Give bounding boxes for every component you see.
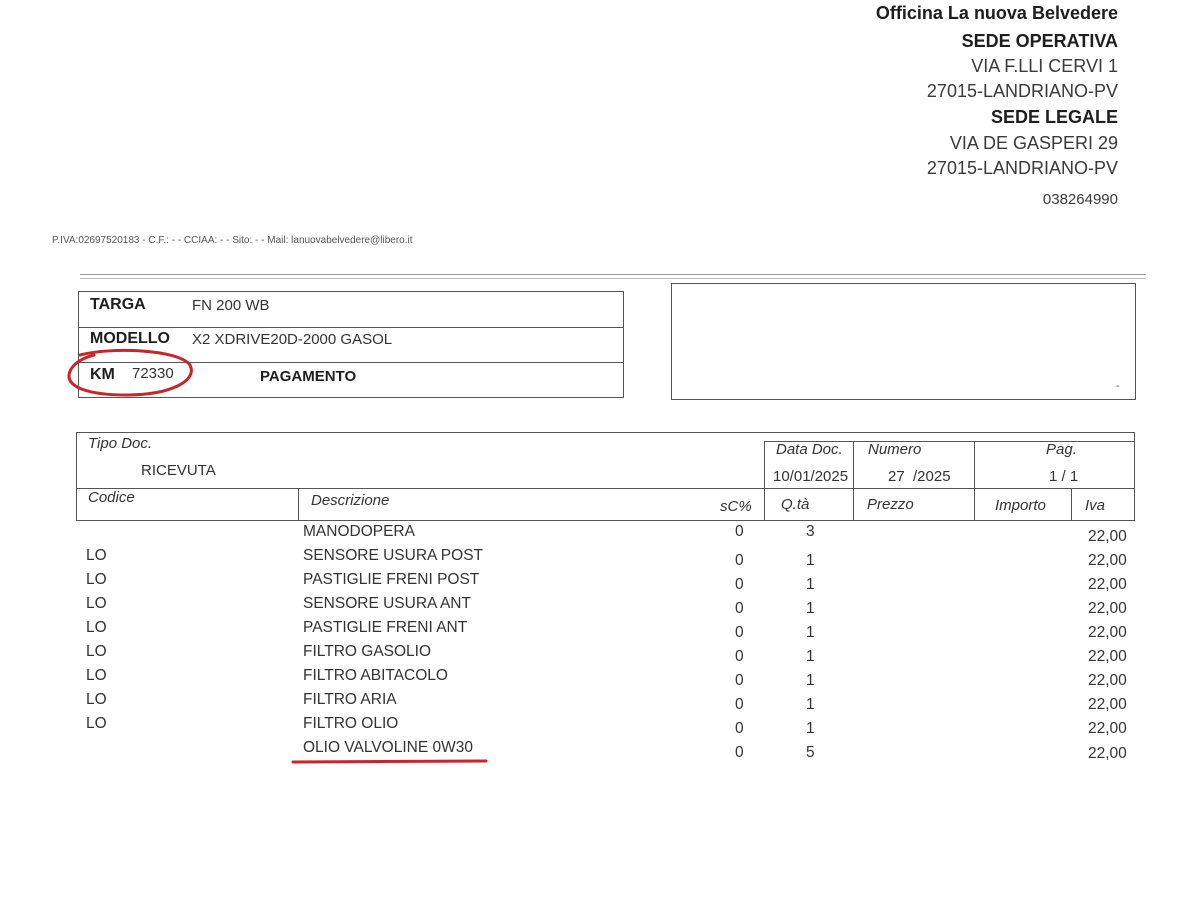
col-header-prezzo: Prezzo <box>867 496 914 513</box>
item-sc: 0 <box>735 672 744 689</box>
item-iva: 22,00 <box>1088 576 1127 593</box>
item-iva: 22,00 <box>1088 552 1127 569</box>
oil-underline-mark <box>288 756 494 768</box>
item-row <box>0 691 1200 715</box>
item-descrizione: FILTRO OLIO <box>303 715 399 732</box>
pag-value: 1 / 1 <box>1049 468 1079 485</box>
col-header-qta: Q.tà <box>781 496 810 513</box>
doc-header-divider <box>76 488 1135 489</box>
sede-operativa-label: SEDE OPERATIVA <box>961 31 1118 51</box>
item-row <box>0 715 1200 739</box>
item-descrizione: PASTIGLIE FRENI POST <box>303 571 480 588</box>
modello-value: X2 XDRIVE20D-2000 GASOL <box>192 331 393 348</box>
doc-col-divider-numero <box>853 441 854 521</box>
item-qta: 1 <box>806 648 815 665</box>
item-descrizione: FILTRO GASOLIO <box>303 643 432 660</box>
company-phone: 038264990 <box>1042 191 1118 208</box>
item-codice: LO <box>86 667 107 684</box>
sede-operativa-address-line2: 27015-LANDRIANO-PV <box>926 81 1118 101</box>
modello-label: MODELLO <box>90 330 170 347</box>
doc-col-divider-pag <box>974 441 975 521</box>
item-codice: LO <box>86 547 107 564</box>
item-sc: 0 <box>735 696 744 713</box>
targa-value: FN 200 WB <box>192 297 270 314</box>
item-sc: 0 <box>735 576 744 593</box>
item-qta: 1 <box>806 720 815 737</box>
item-iva: 22,00 <box>1088 720 1127 737</box>
item-iva: 22,00 <box>1088 745 1127 762</box>
item-row <box>0 547 1200 571</box>
pagamento-label: PAGAMENTO <box>260 368 357 385</box>
item-row <box>0 643 1200 667</box>
col-header-importo: Importo <box>995 497 1046 514</box>
item-codice: LO <box>86 571 107 588</box>
item-codice: LO <box>86 595 107 612</box>
col-header-codice: Codice <box>88 489 135 506</box>
targa-label: TARGA <box>90 296 146 313</box>
km-label: KM <box>90 366 115 383</box>
km-value: 72330 <box>132 365 174 382</box>
item-descrizione: FILTRO ARIA <box>303 691 397 708</box>
sede-legale-label: SEDE LEGALE <box>990 107 1118 127</box>
item-qta: 3 <box>806 523 815 540</box>
item-qta: 1 <box>806 552 815 569</box>
item-qta: 1 <box>806 624 815 641</box>
item-sc: 0 <box>735 552 744 569</box>
item-iva: 22,00 <box>1088 624 1127 641</box>
item-iva: 22,00 <box>1088 528 1127 545</box>
item-codice: LO <box>86 619 107 636</box>
item-iva: 22,00 <box>1088 648 1127 665</box>
customer-address-box <box>671 283 1136 400</box>
header-separator <box>80 274 1146 275</box>
col-header-sc: sC% <box>720 498 752 515</box>
vehicle-box-divider-1 <box>78 327 624 328</box>
numero-value: 27 /2025 <box>888 468 951 485</box>
col-header-descrizione: Descrizione <box>311 492 390 509</box>
item-descrizione: PASTIGLIE FRENI ANT <box>303 619 468 636</box>
item-sc: 0 <box>735 600 744 617</box>
pag-label: Pag. <box>1046 441 1077 458</box>
item-qta: 1 <box>806 600 815 617</box>
sede-legale-address-line2: 27015-LANDRIANO-PV <box>926 158 1118 178</box>
col-header-iva: Iva <box>1085 497 1106 514</box>
item-codice: LO <box>86 691 107 708</box>
item-descrizione: MANODOPERA <box>303 523 415 540</box>
item-codice: LO <box>86 715 107 732</box>
item-sc: 0 <box>735 720 744 737</box>
company-name: Officina La nuova Belvedere <box>875 3 1118 23</box>
numero-label: Numero <box>868 441 922 458</box>
item-row <box>0 619 1200 643</box>
document-header-table <box>76 432 1135 521</box>
item-qta: 1 <box>806 696 815 713</box>
item-row <box>0 571 1200 595</box>
col-divider-iva <box>1071 488 1072 521</box>
item-row <box>0 667 1200 691</box>
item-row <box>0 523 1200 547</box>
item-sc: 0 <box>735 744 744 761</box>
doc-col-divider-data <box>764 441 765 521</box>
data-doc-label: Data Doc. <box>776 441 843 458</box>
data-doc-value: 10/01/2025 <box>773 468 849 485</box>
header-separator-shadow <box>80 278 1146 279</box>
sede-operativa-address-line1: VIA F.LLI CERVI 1 <box>971 56 1118 76</box>
tipo-doc-value: RICEVUTA <box>141 462 216 479</box>
item-sc: 0 <box>735 624 744 641</box>
item-qta: 5 <box>806 744 815 761</box>
item-row <box>0 739 1200 763</box>
col-divider-descrizione <box>298 488 299 521</box>
item-iva: 22,00 <box>1088 696 1127 713</box>
tipo-doc-label: Tipo Doc. <box>88 435 153 452</box>
item-descrizione: SENSORE USURA ANT <box>303 595 471 612</box>
sede-legale-address-line1: VIA DE GASPERI 29 <box>949 133 1118 153</box>
item-qta: 1 <box>806 672 815 689</box>
km-highlight-ellipse <box>60 345 200 401</box>
item-sc: 0 <box>735 648 744 665</box>
item-iva: 22,00 <box>1088 672 1127 689</box>
item-iva: 22,00 <box>1088 600 1127 617</box>
item-descrizione: SENSORE USURA POST <box>303 547 484 564</box>
item-row <box>0 595 1200 619</box>
item-descrizione: OLIO VALVOLINE 0W30 <box>303 739 473 756</box>
customer-box-mark: - <box>1116 380 1120 392</box>
item-codice: LO <box>86 643 107 660</box>
item-sc: 0 <box>735 523 744 540</box>
item-qta: 1 <box>806 576 815 593</box>
item-descrizione: FILTRO ABITACOLO <box>303 667 448 684</box>
fiscal-info-line: P.IVA:02697520183 - C.F.: - - CCIAA: - - Sito: - - Mail: lanuovabelvedere@libero.it <box>52 235 413 246</box>
